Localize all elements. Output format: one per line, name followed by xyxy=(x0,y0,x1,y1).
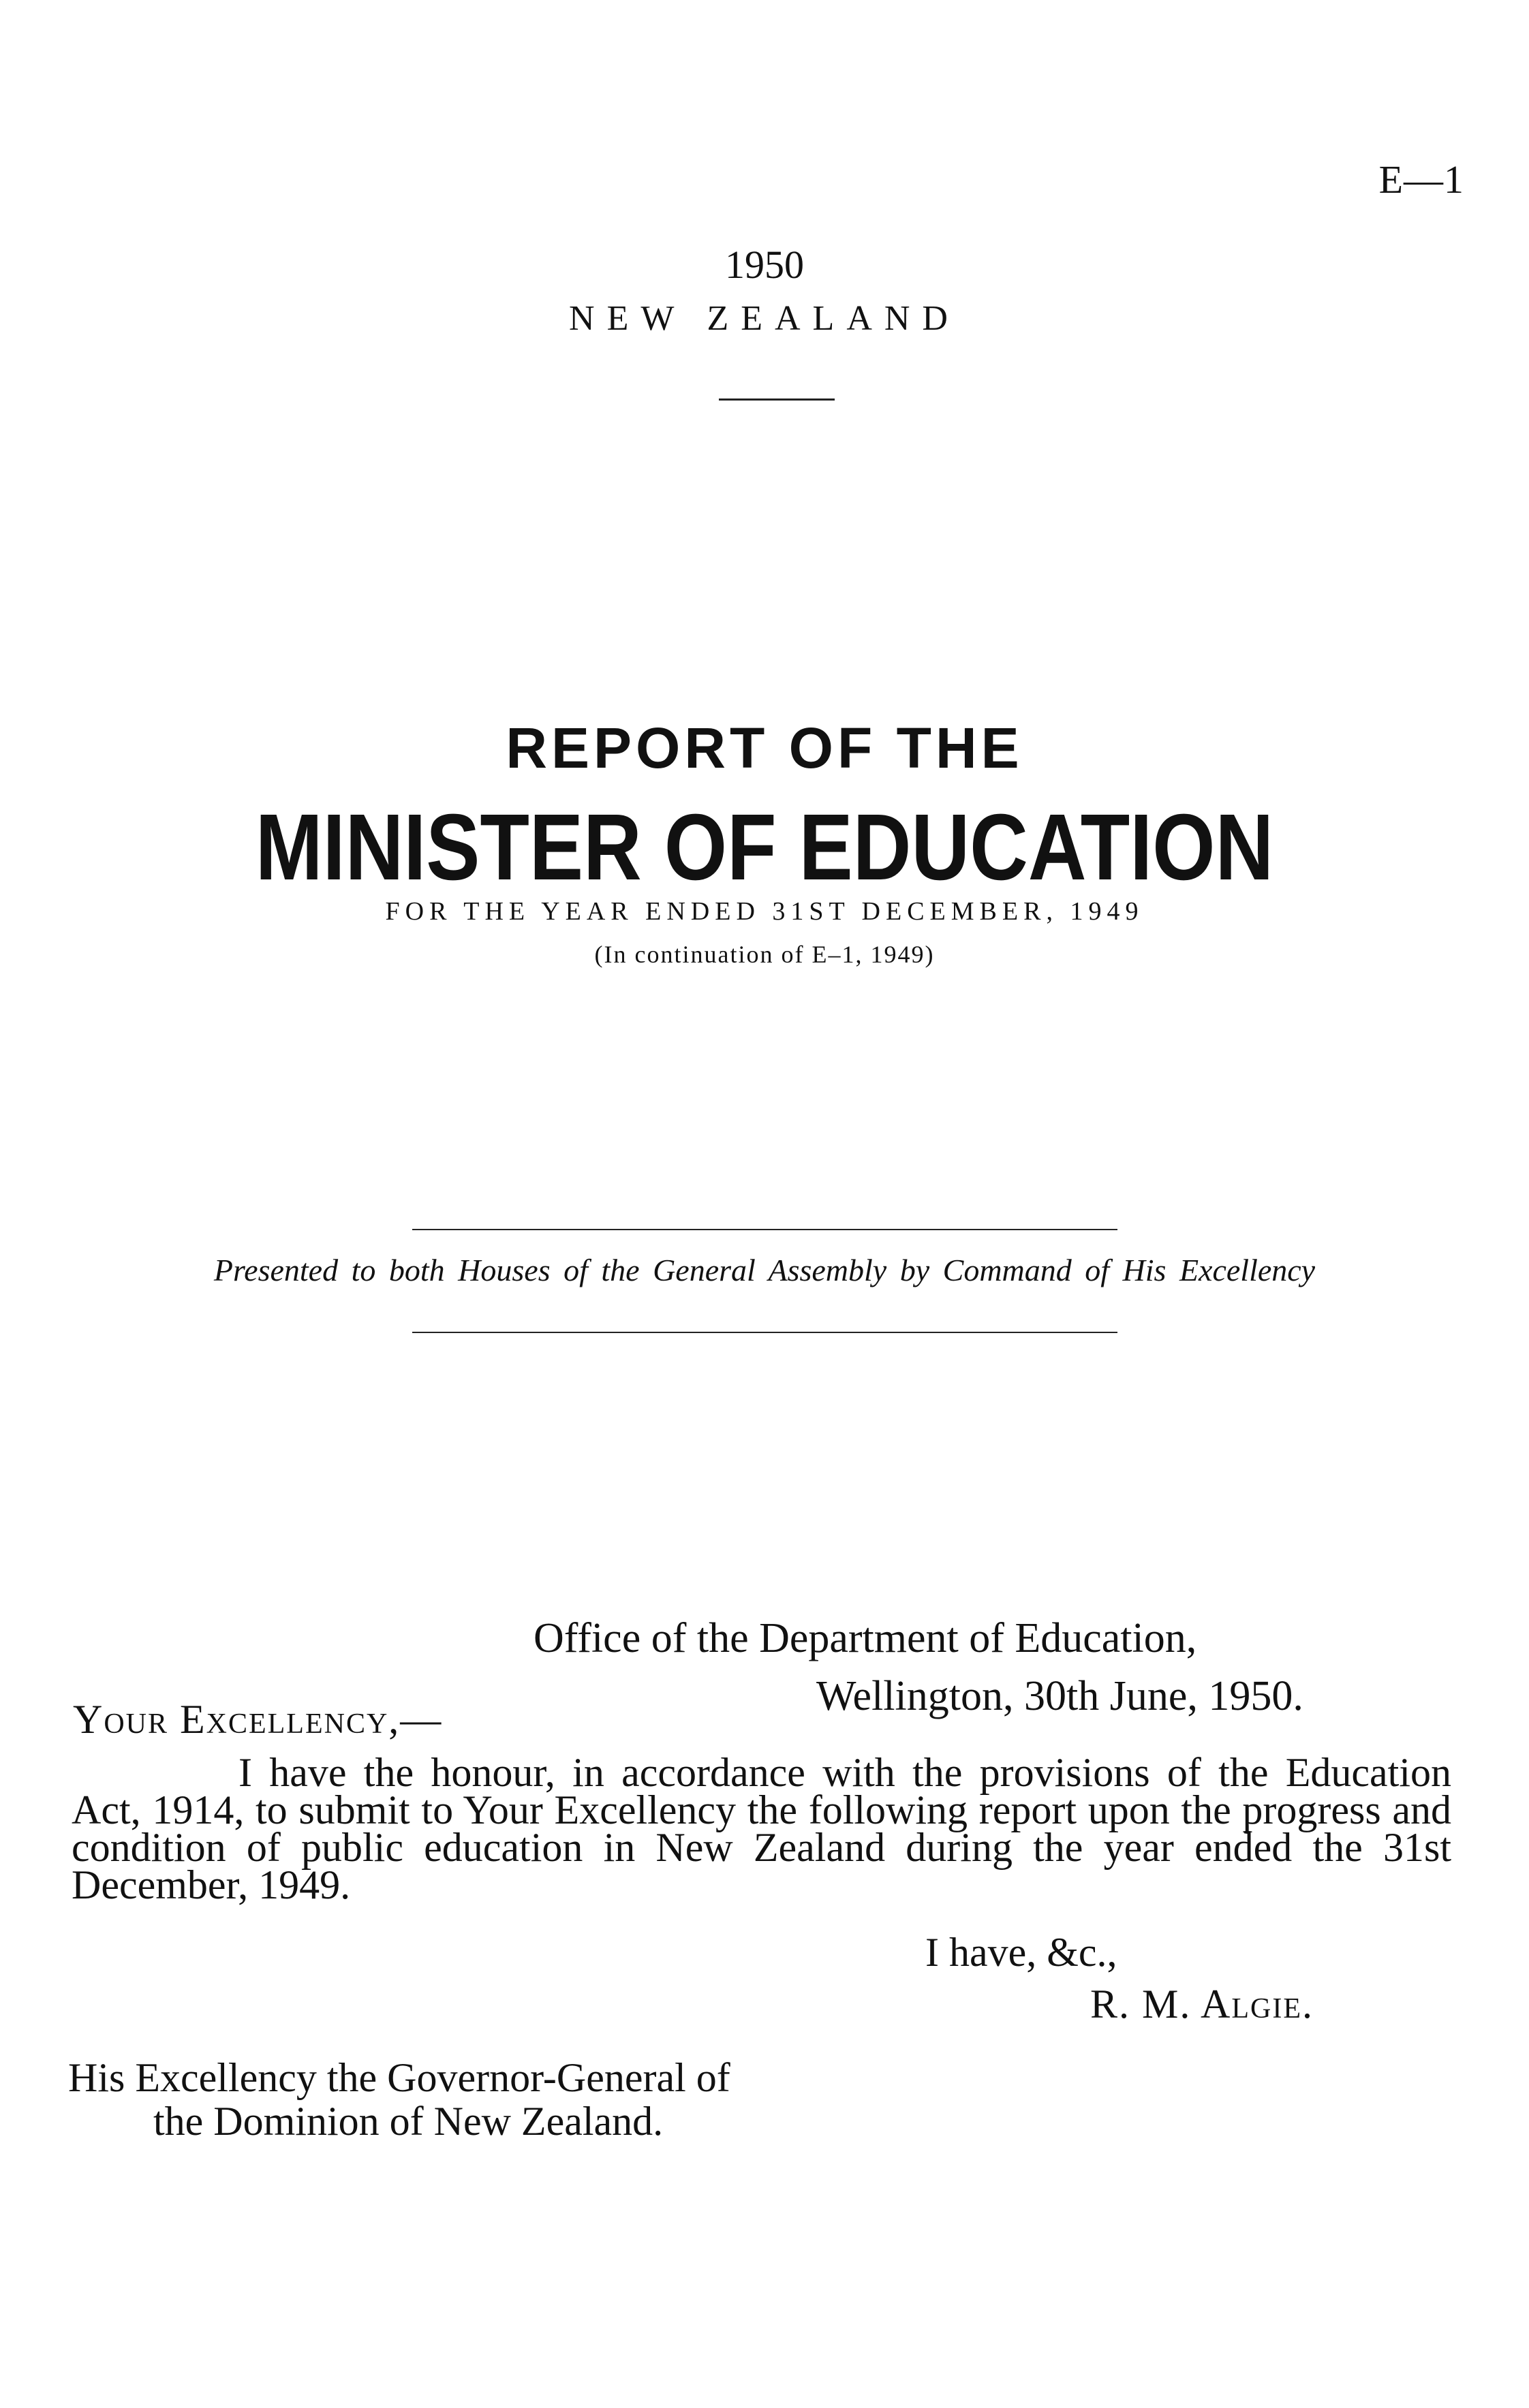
country-heading: NEW ZEALAND xyxy=(569,299,960,338)
presentation-statement: Presented to both Houses of the General Assembly by Command of His Excellency xyxy=(213,1253,1316,1287)
letter-signature: R. M. Algie. xyxy=(1090,1982,1314,2027)
letter-dateline: Wellington, 30th June, 1950. xyxy=(816,1673,1303,1719)
letter-body: I have the honour, in accordance with the provisions of the Education Act, 1914, to submit to Your Excellency the following report upon the progress and condition of public education in New Zealand during the year ended the 31st December, 1949. xyxy=(72,1750,1451,1907)
letter-office: Office of the Department of Education, xyxy=(534,1615,1197,1661)
letter-addressee xyxy=(68,2056,886,2143)
page-reference: E—1 xyxy=(1378,157,1464,202)
presentation-rule-bottom xyxy=(412,1332,1117,1333)
addressee-line2: the Dominion of New Zealand. xyxy=(153,2099,664,2144)
addressee-line1: His Excellency the Governor-General of xyxy=(68,2055,730,2100)
publication-year: 1950 xyxy=(725,243,804,287)
continuation-note: (In continuation of E–1, 1949) xyxy=(594,941,935,968)
letter-closing: I have, &c., xyxy=(925,1930,1117,1975)
letter-salutation: Your Excellency,— xyxy=(73,1697,443,1742)
report-period: FOR THE YEAR ENDED 31ST DECEMBER, 1949 xyxy=(385,897,1144,926)
presentation-rule-top xyxy=(412,1229,1117,1230)
report-title-line2: MINISTER OF EDUCATION xyxy=(255,795,1274,900)
header-divider xyxy=(719,398,835,401)
report-title-line1: REPORT OF THE xyxy=(506,716,1023,780)
